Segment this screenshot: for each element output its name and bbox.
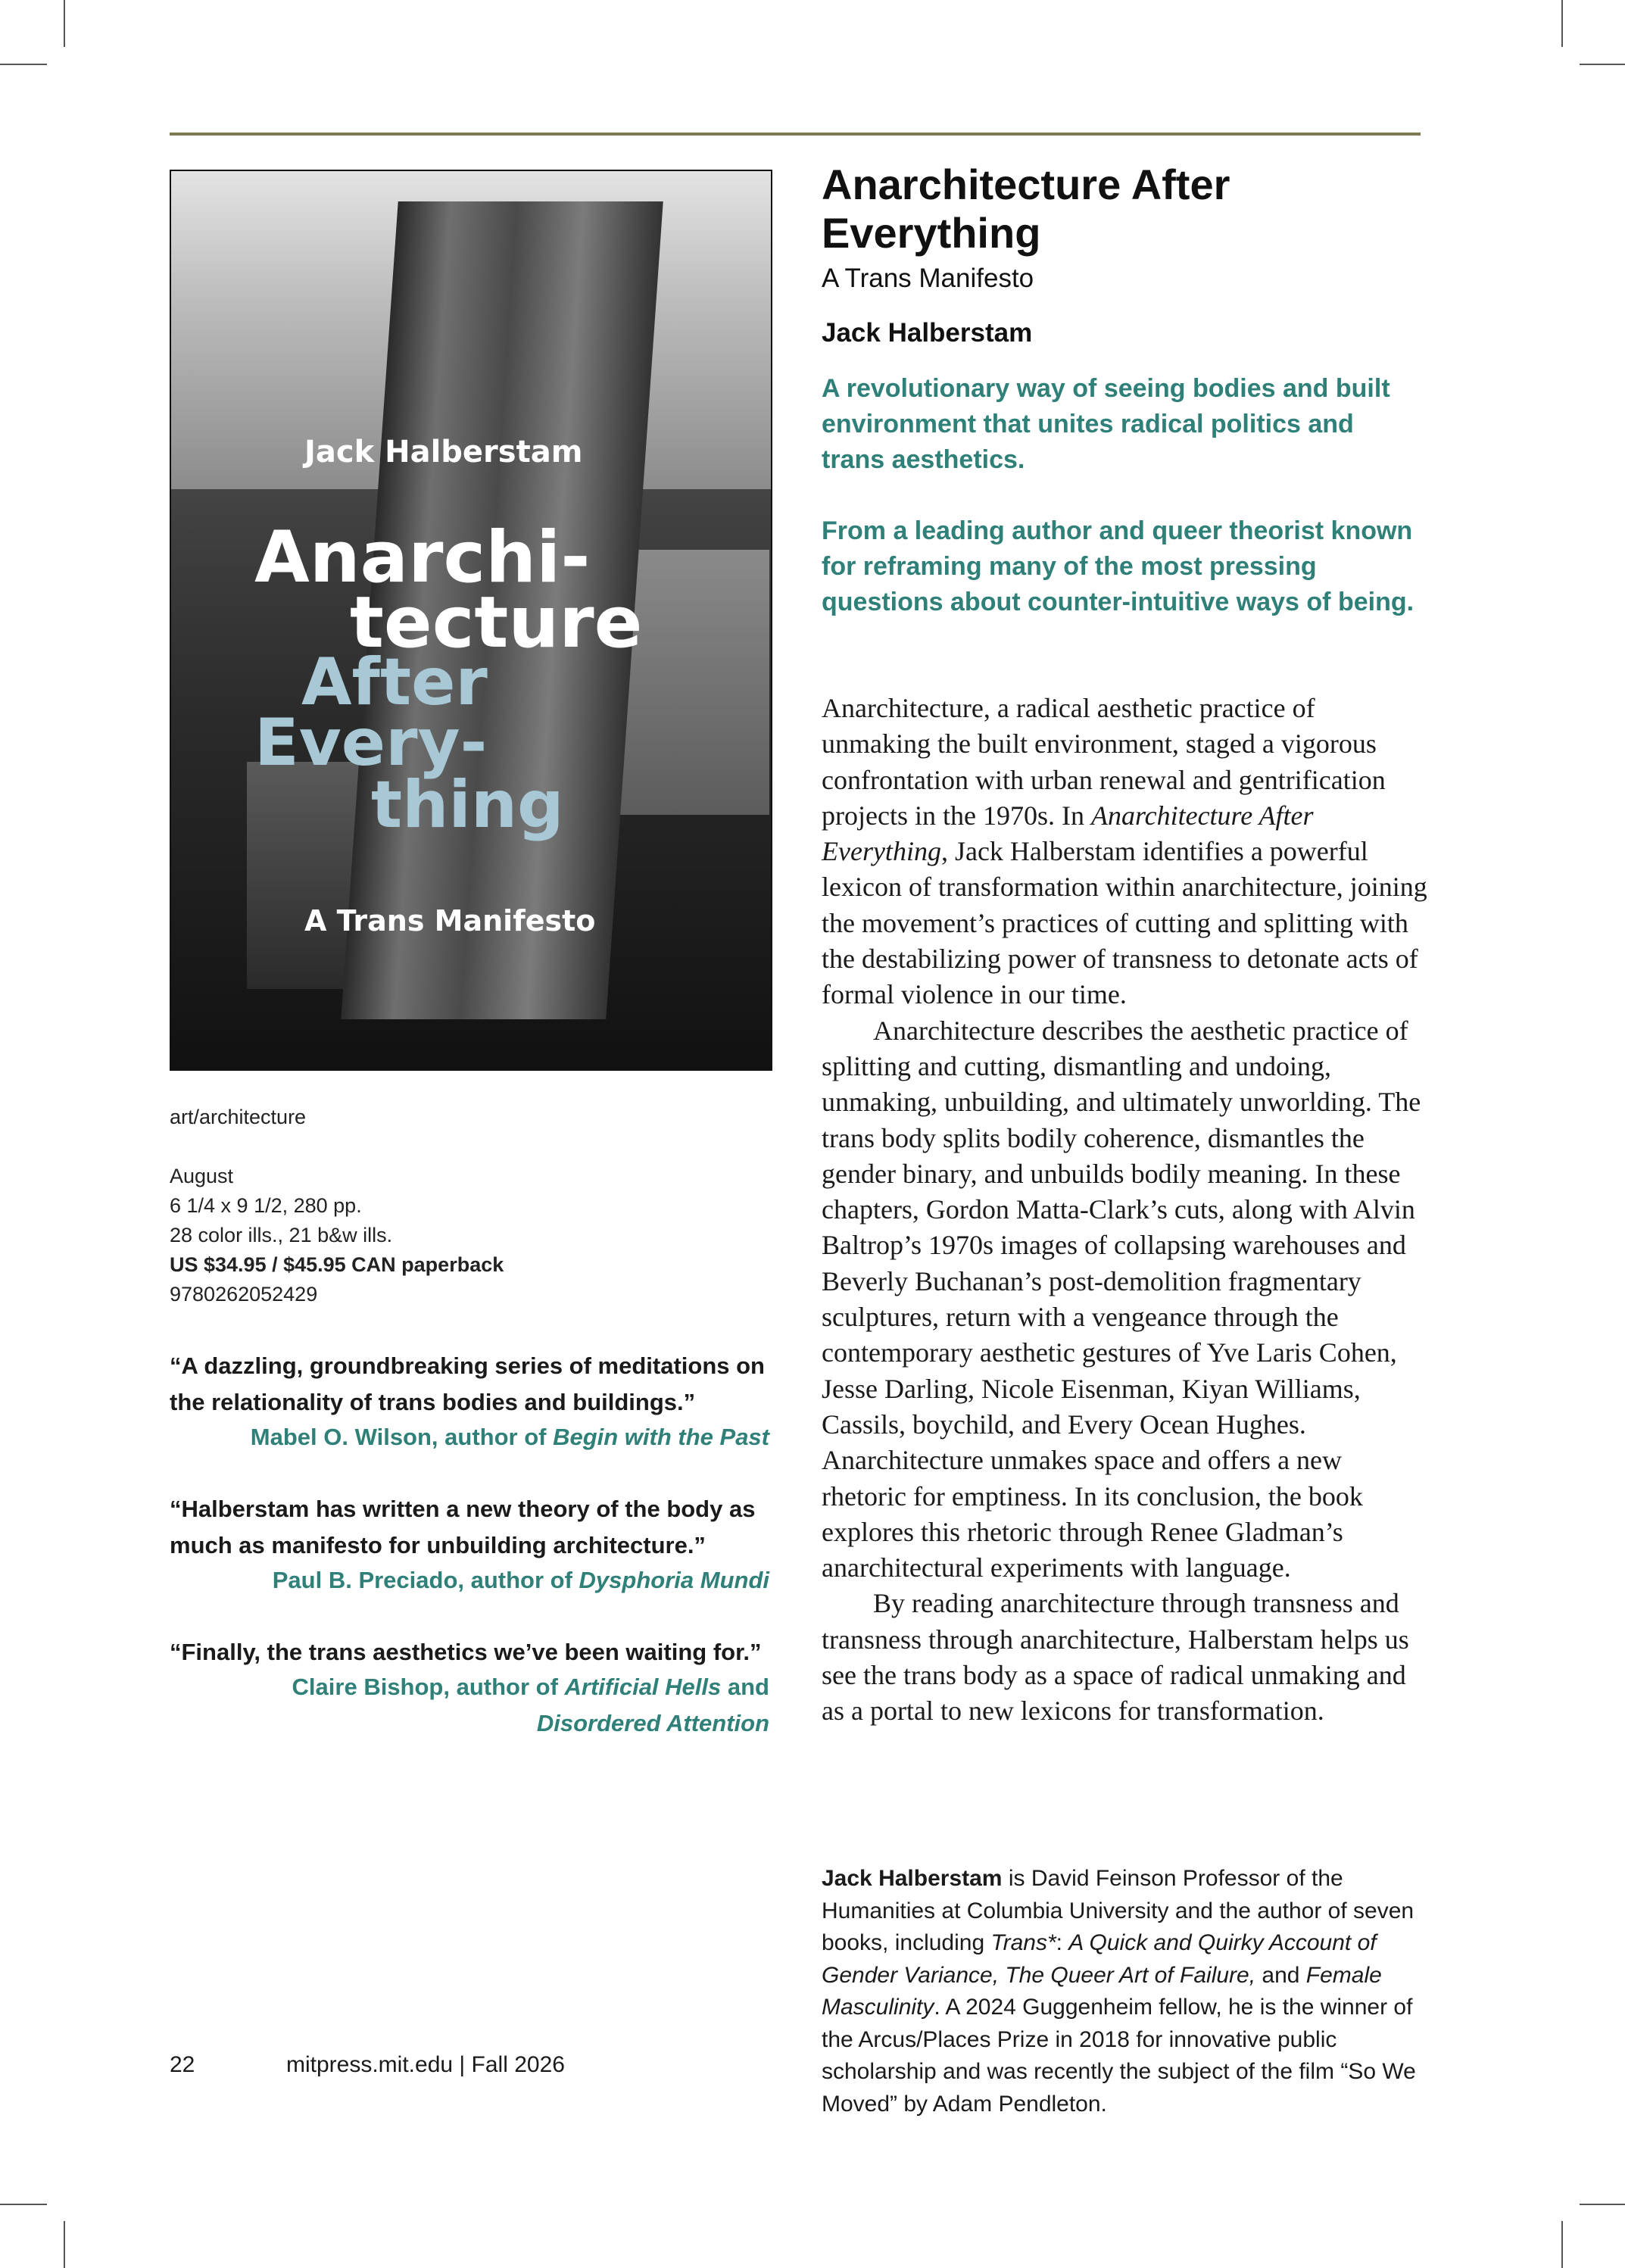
trim-size: 6 1/4 x 9 1/2, 280 pp. <box>170 1194 362 1217</box>
description-paragraph: By reading anarchitecture through transness and transness through anarchitecture, Halberstam helps us see the trans body as a space of radical unmaking and as a portal to new lexicons for transformation. <box>822 1588 1409 1727</box>
book-author: Jack Halberstam <box>822 318 1033 348</box>
crop-mark <box>0 64 47 65</box>
book-subtitle: A Trans Manifesto <box>822 264 1034 293</box>
cover-subtitle: A Trans Manifesto <box>304 904 596 937</box>
lede-paragraph: A revolutionary way of seeing bodies and built environment that unites radical politics and trans aesthetics. <box>822 374 1390 474</box>
book-title-line: Anarchitecture After <box>822 161 1230 208</box>
author-bio: Jack Halberstam is David Feinson Professor of the Humanities at Columbia University and the author of seven books, including Trans*: A Quick and Quirky Account of Gender Variance, The Queer Art of Failure, and Female Masculinity. A 2024 Guggenheim fellow, he is the winner of the Arcus/Places Prize in 2018 for innovative public scholarship and was recently the subject of the film “So We Moved” by Adam Pendleton. <box>822 1866 1416 2117</box>
footer-site: mitpress.mit.edu | Fall 2026 <box>286 2052 565 2077</box>
pub-month: August <box>170 1165 234 1187</box>
cover-title-line: thing <box>371 767 564 843</box>
description-paragraph: Anarchitecture describes the aesthetic practice of splitting and cutting, dismantling and undoing, unmaking, unbuilding, and ultimately unworlding. The trans body splits bodily coherence, dismantles the gender binary, and unbuilds bodily meaning. In these chapters, Gordon Matta-Clark’s cuts, along with Alvin Baltrop’s 1970s images of collapsing warehouses and Beverly Buchanan’s post-demolition fragmentary sculptures, return with a vengeance through the contemporary aesthetic gestures of Yve Laris Cohen, Jesse Darling, Nicole Eisenman, Kiyan Williams, Cassils, boychild, and Every Ocean Hughes. Anarchitecture unmakes space and offers a new rhetoric for emptiness. In its conclusion, the book explores this rhetoric through Renee Gladman’s anarchitectural experiments with language. <box>822 1015 1421 1583</box>
cover-title-line: Every- <box>254 705 488 781</box>
crop-mark <box>0 2204 47 2205</box>
crop-mark <box>1580 64 1625 65</box>
blurb-quote: “Finally, the trans aesthetics we’ve been waiting for.” <box>170 1639 762 1665</box>
description-paragraph: Anarchitecture, a radical aesthetic practice of unmaking the built environment, staged a vigorous confrontation with urban renewal and gentrification projects in the 1970s. In Anarchitecture After Everything, Jack Halberstam identifies a powerful lexicon of transformation within anarchitecture, joining the movement’s practices of cutting and splitting with the destabilizing power of transness to detonate acts of formal violence in our time. <box>822 693 1427 1010</box>
isbn: 9780262052429 <box>170 1283 318 1306</box>
blurb-attribution: Mabel O. Wilson, author of Begin with the Past <box>250 1424 769 1450</box>
book-cover <box>170 170 772 1071</box>
illustrations: 28 color ills., 21 b&w ills. <box>170 1224 393 1246</box>
cover-author: Jack Halberstam <box>304 435 583 470</box>
blurb-attribution: Paul B. Preciado, author of Dysphoria Mundi <box>272 1567 769 1593</box>
crop-mark <box>64 2221 65 2268</box>
blurb-quote: “A dazzling, groundbreaking series of meditations on the relationality of trans bodies and buildings.” <box>170 1352 765 1415</box>
blurb-quote: “Halberstam has written a new theory of the body as much as manifesto for unbuilding architecture.” <box>170 1496 756 1558</box>
cover-title-line: Anarchi- <box>254 516 591 599</box>
category: art/architecture <box>170 1106 307 1128</box>
cover-title-line: After <box>301 644 488 720</box>
lede-paragraph: From a leading author and queer theorist known for reframing many of the most pressing questions about counter-intuitive ways of being. <box>822 516 1414 616</box>
crop-mark <box>1561 0 1563 47</box>
blurb-attribution: Claire Bishop, author of Artificial Hells and <box>292 1674 769 1700</box>
blurb-attribution: Disordered Attention <box>536 1710 769 1736</box>
description <box>822 691 1427 1730</box>
crop-mark <box>64 0 65 47</box>
book-title-line: Everything <box>822 209 1041 257</box>
price: US $34.95 / $45.95 CAN paperback <box>170 1253 504 1276</box>
book-title <box>822 161 1230 257</box>
cover-title-line: tecture <box>350 582 643 664</box>
top-rule <box>170 133 1421 136</box>
crop-mark <box>1561 2221 1563 2268</box>
crop-mark <box>1580 2204 1625 2205</box>
page-number: 22 <box>170 2052 195 2077</box>
